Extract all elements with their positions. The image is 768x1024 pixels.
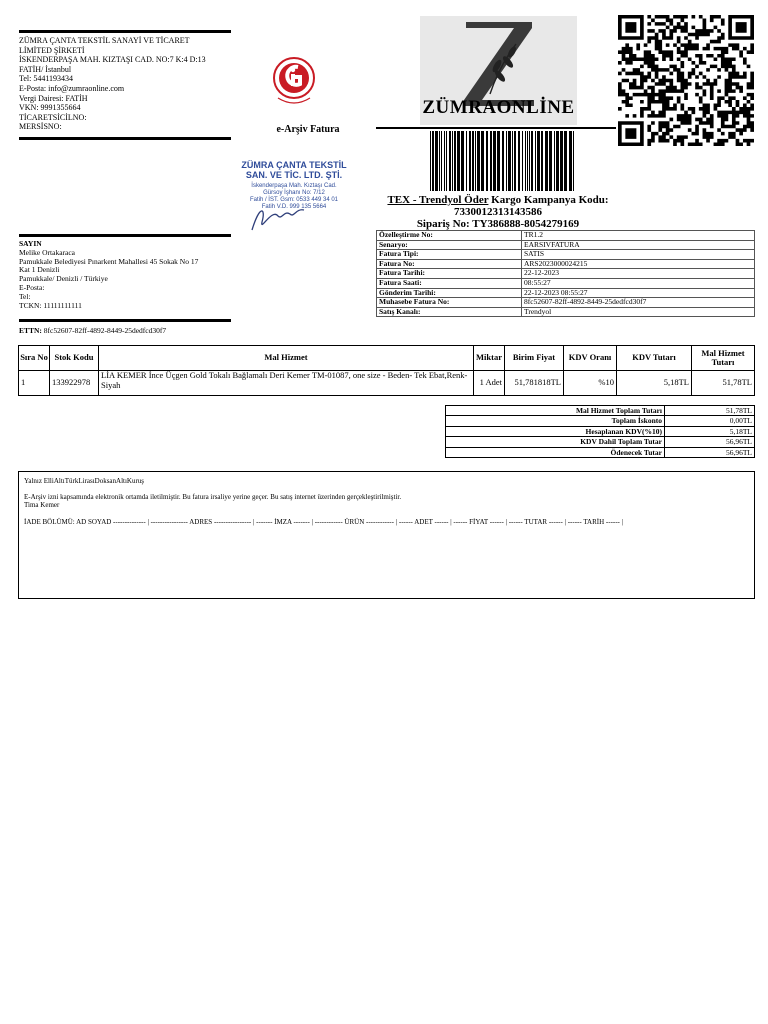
seller-trade-registry: TİCARETSİCİLNO:	[19, 112, 87, 122]
buyer-address-2: Kat 1 Denizli	[19, 265, 60, 275]
stamp-text: ZÜMRA ÇANTA TEKSTİL	[241, 160, 347, 170]
totals-row	[446, 426, 755, 436]
meta-value: SATIS	[522, 250, 755, 260]
meta-row	[377, 278, 755, 288]
document-type: e-Arşiv Fatura	[276, 124, 340, 135]
amount-in-words: Yalnız ElliAltıTürkLirasıDoksanAltıKuruş	[24, 477, 145, 485]
meta-key: Muhasebe Fatura No:	[377, 298, 522, 308]
buyer-address-1: Pamukkale Belediyesi Pınarkent Mahallesi 45 Sokak No 17	[19, 256, 199, 266]
buyer-name: Melike Ortakaraca	[19, 247, 76, 257]
seller-tel: Tel: 5441193434	[19, 74, 74, 84]
totals-row	[446, 406, 755, 416]
totals-row	[446, 437, 755, 447]
buyer-bottom-rule	[19, 319, 231, 322]
col-kdv-tutari: KDV Tutarı	[617, 346, 692, 371]
cell-stok: 133922978	[50, 371, 99, 396]
meta-row	[377, 250, 755, 260]
cell-mal-hizmet: LİA KEMER İnce Üçgen Gold Tokalı Bağlamalı Deri Kemer TM-01087, one size - Beden- Tek Ebat,Renk- Siyah	[99, 371, 474, 396]
meta-key: Satış Kanalı:	[377, 307, 522, 317]
header-rule	[376, 127, 616, 129]
col-miktar: Miktar	[474, 346, 505, 371]
seller-vkn: VKN: 9991355664	[19, 103, 81, 113]
col-mal-hizmet: Mal Hizmet	[99, 346, 474, 371]
meta-value: ARS2023000024215	[522, 259, 755, 269]
qr-code	[618, 15, 754, 146]
cell-kdv-tutari: 5,18TL	[617, 371, 692, 396]
stamp-text: İskenderpaşa Mah. Kıztaşı Cad.	[251, 183, 337, 189]
buyer-label: SAYIN	[19, 239, 42, 248]
seller-mersis: MERSİSNO:	[19, 122, 62, 132]
buyer-city: Pamukkale/ Denizli / Türkiye	[19, 274, 108, 284]
totals-key: Toplam İskonto	[446, 416, 665, 426]
earsiv-note: E-Arşiv izni kapsamında elektronik ortamda iletilmiştir. Bu fatura irsaliye yerine geçer. Bu satış internet üzerinden gerçekleştirilmiştir.	[24, 493, 402, 502]
barcode	[430, 131, 578, 191]
seller-name-2: LİMİTED ŞİRKETİ	[19, 45, 85, 55]
campaign-label: Kargo Kampanya Kodu:	[488, 194, 609, 206]
cell-mal-hizmet-tutari: 51,78TL	[692, 371, 755, 396]
totals-row	[446, 416, 755, 426]
seller-top-rule	[19, 30, 231, 33]
cell-sira: 1	[19, 371, 50, 396]
cell-miktar: 1 Adet	[474, 371, 505, 396]
brand-logo	[420, 16, 577, 125]
order-number: Sipariş No: TY386888-8054279169	[416, 218, 580, 230]
ettn	[19, 326, 166, 335]
brand-name: ZÜMRAONLİNE	[422, 97, 575, 118]
meta-value: 8fc52607-82ff-4892-8449-25dedfcd30f7	[522, 298, 755, 308]
col-stok: Stok Kodu	[50, 346, 99, 371]
meta-value: 22-12-2023	[522, 269, 755, 279]
items-header-row	[19, 346, 755, 371]
seller-address: İSKENDERPAŞA MAH. KIZTAŞI CAD. NO:7 K:4 D:13	[19, 55, 206, 65]
col-mal-hizmet-tutari: Mal Hizmet Tutarı	[692, 346, 755, 371]
buyer-email: E-Posta:	[19, 282, 45, 292]
seller-info	[19, 36, 231, 132]
stamp-text: Fatih / İST. Gsm: 0533 449 34 01	[249, 197, 339, 203]
totals-key: Hesaplanan KDV(%10)	[446, 426, 665, 436]
table-row	[19, 371, 755, 396]
meta-value: 22-12-2023 08:55:27	[522, 288, 755, 298]
tima-note: Tima Kemer	[24, 501, 60, 510]
meta-key: Fatura Saati:	[377, 278, 522, 288]
stamp-text: SAN. VE TİC. LTD. ŞTİ.	[245, 170, 343, 180]
meta-value: 08:55:27	[522, 278, 755, 288]
seller-district: FATİH/ İstanbul	[19, 64, 72, 74]
meta-key: Fatura No:	[377, 259, 522, 269]
items-table	[18, 345, 755, 396]
col-birim-fiyat: Birim Fiyat	[505, 346, 564, 371]
meta-value: EARSIVFATURA	[522, 240, 755, 250]
notes-box	[18, 471, 755, 599]
seller-tax-office: Vergi Dairesi: FATİH	[19, 93, 88, 103]
campaign-code: 7330012313143586	[454, 206, 542, 218]
buyer-tckn: TCKN: 11111111111	[19, 300, 82, 310]
meta-key: Fatura Tipi:	[377, 250, 522, 260]
gib-logo-icon	[272, 52, 316, 116]
meta-row	[377, 269, 755, 279]
totals-value: 5,18TL	[665, 426, 755, 436]
cell-birim-fiyat: 51,781818TL	[505, 371, 564, 396]
stamp-text: Fatih V.D. 999 135 5664	[261, 204, 327, 210]
meta-key: Özelleştirme No:	[377, 231, 522, 241]
col-sira: Sıra No	[19, 346, 50, 371]
meta-value: TR1.2	[522, 231, 755, 241]
buyer-info	[19, 240, 239, 310]
meta-row	[377, 298, 755, 308]
col-kdv-orani: KDV Oranı	[564, 346, 617, 371]
totals-value: 51,78TL	[665, 406, 755, 416]
totals-value: 56,96TL	[665, 437, 755, 447]
ettn-label: ETTN:	[19, 326, 42, 335]
totals-table	[445, 405, 755, 458]
campaign-info	[378, 194, 618, 230]
totals-key: KDV Dahil Toplam Tutar	[446, 437, 665, 447]
totals-value: 0,00TL	[665, 416, 755, 426]
meta-value: Trendyol	[522, 307, 755, 317]
meta-row	[377, 231, 755, 241]
invoice-meta-table	[376, 230, 755, 317]
totals-key: Mal Hizmet Toplam Tutarı	[446, 406, 665, 416]
meta-row	[377, 259, 755, 269]
campaign-prefix: TEX - Trendyol Öder	[387, 194, 489, 206]
seller-bottom-rule	[19, 137, 231, 140]
meta-key: Senaryo:	[377, 240, 522, 250]
buyer-top-rule	[19, 234, 231, 237]
totals-row	[446, 447, 755, 457]
buyer-tel: Tel:	[19, 291, 31, 301]
ettn-value: 8fc52607-82ff-4892-8449-25dedfcd30f7	[43, 326, 167, 335]
meta-row	[377, 307, 755, 317]
totals-key: Ödenecek Tutar	[446, 447, 665, 457]
return-section: İADE BÖLÜMÜ: AD SOYAD -------------- | ---------------- ADRES ---------------- | ------- İMZA ------- | ------------ ÜRÜN ------------ | ------ ADET ------ | ------ FİYAT ------ | ------ TUTAR ------ | ------ TARİH ------ |	[24, 517, 624, 526]
company-stamp	[232, 158, 356, 236]
seller-name-1: ZÜMRA ÇANTA TEKSTİL SANAYİ VE TİCARET	[19, 36, 190, 45]
meta-key: Fatura Tarihi:	[377, 269, 522, 279]
meta-row	[377, 240, 755, 250]
cell-kdv-orani: %10	[564, 371, 617, 396]
seller-email: E-Posta: info@zumraonline.com	[19, 83, 125, 93]
totals-value: 56,96TL	[665, 447, 755, 457]
meta-key: Gönderim Tarihi:	[377, 288, 522, 298]
stamp-text: Gürsoy İşhanı No: 7/12	[263, 190, 325, 196]
